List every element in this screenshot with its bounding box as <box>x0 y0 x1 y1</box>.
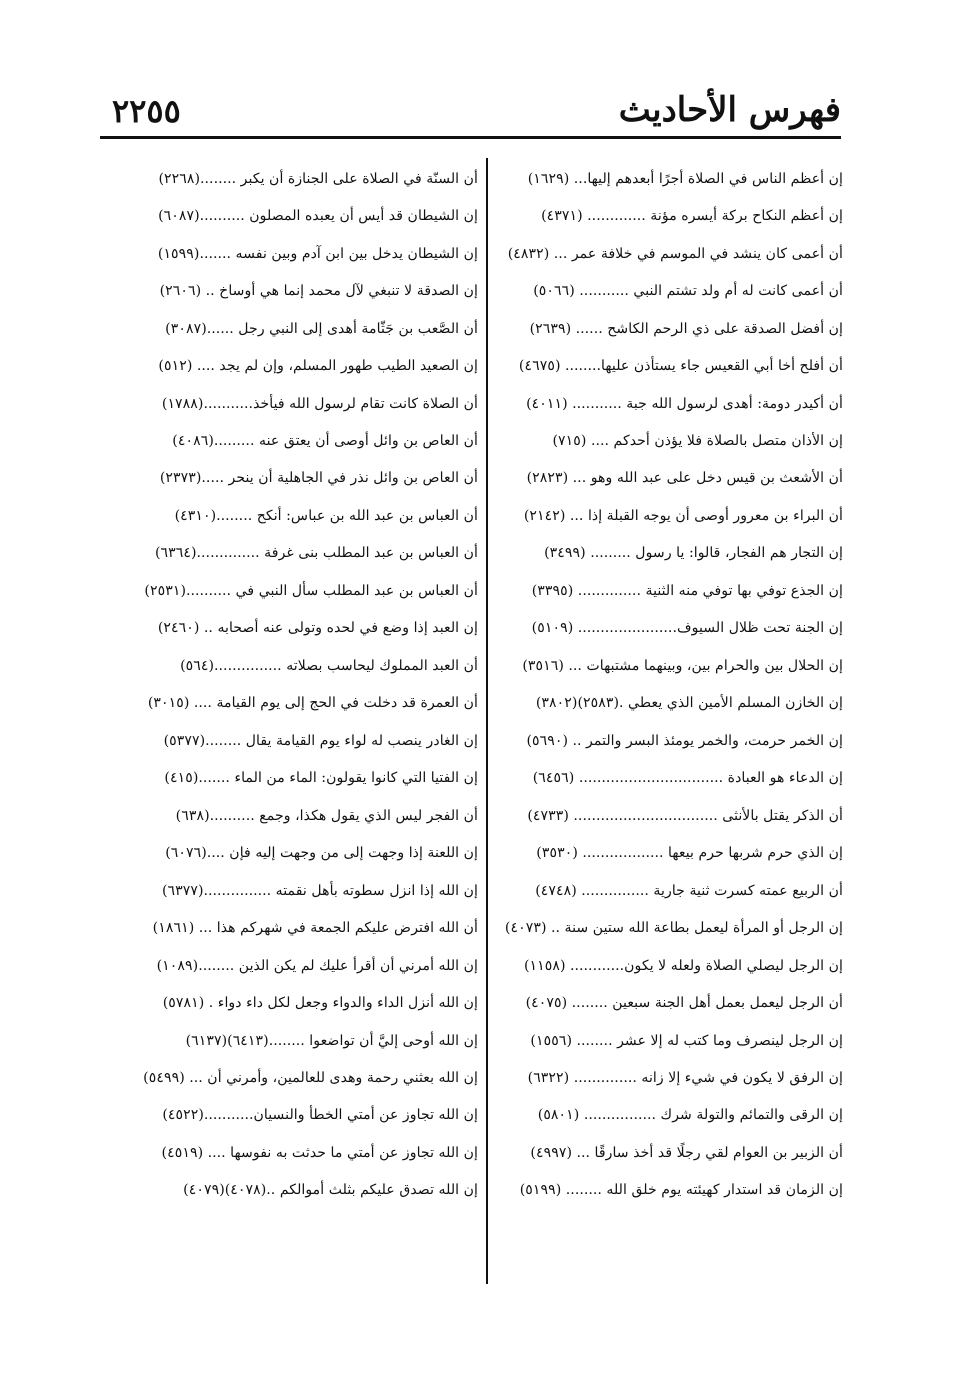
hadith-index-entry <box>128 272 478 309</box>
hadith-entry-text: إن الصعيد الطيب طهور المسلم، وإن لم يجد .... (٥١٢) <box>158 358 478 375</box>
hadith-index-entry <box>128 535 478 572</box>
hadith-entry-text: إن الصدقة لا تنبغي لآل محمد إنما هي أوساخ .. (٢٦٠٦) <box>159 283 478 300</box>
hadith-entry-text: إن الخازن المسلم الأمين الذي يعطي .(٢٥٨٣)(٣٨٠٢) <box>535 695 843 712</box>
hadith-entry-text: أن العباس بن عبد المطلب سأل النبي في ..........(٢٥٣١) <box>144 582 478 599</box>
hadith-entry-text: أن الله افترض عليكم الجمعة في شهركم هذا ... (١٨٦١) <box>152 920 478 937</box>
hadith-index-entry <box>128 610 478 647</box>
hadith-entry-text: إن التجار هم الفجار، قالوا: يا رسول ......... (٣٤٩٩) <box>544 545 843 562</box>
hadith-entry-text: إن الفتيا التي كانوا يقولون: الماء من الماء .......(٤١٥) <box>164 770 478 787</box>
hadith-entry-text: أن أعمى كانت له أم ولد تشتم النبي ........... (٥٠٦٦) <box>533 283 843 300</box>
hadith-entry-text: أن الربيع عمته كسرت ثنية جارية ............... (٤٧٤٨) <box>535 882 843 899</box>
hadith-entry-text: إن العبد إذا وضع في لحده وتولى عنه أصحابه .. (٢٤٦٠) <box>157 620 478 637</box>
hadith-index-entry <box>497 1172 843 1209</box>
hadith-index-entry <box>497 160 843 197</box>
hadith-index-entry <box>497 1134 843 1171</box>
hadith-entry-text: إن الأذان متصل بالصلاة فلا يؤذن أحدكم .... (٧١٥) <box>552 433 843 450</box>
hadith-index-entry <box>128 1022 478 1059</box>
hadith-index-entry <box>128 197 478 234</box>
hadith-index-entry <box>497 834 843 871</box>
hadith-index-entry <box>497 797 843 834</box>
column-divider <box>486 158 488 1284</box>
hadith-entry-text: إن الله بعثني رحمة وهدى للعالمين، وأمرني أن ... (٥٤٩٩) <box>143 1069 478 1086</box>
hadith-entry-text: إن الرجل أو المرأة ليعمل بطاعة الله ستين سنة .. (٤٠٧٣) <box>504 920 843 937</box>
hadith-index-entry <box>497 197 843 234</box>
hadith-index-entry <box>128 1134 478 1171</box>
hadith-entry-text: أن البراء بن معرور أوصى أن يوجه القبلة إذا ... (٢١٤٢) <box>523 507 843 524</box>
hadith-index-entry <box>497 422 843 459</box>
hadith-index-entry <box>497 385 843 422</box>
hadith-index-entry <box>128 872 478 909</box>
hadith-entry-text: إن الخمر حرمت، والخمر يومئذ البسر والتمر .. (٥٦٩٠) <box>526 732 843 749</box>
hadith-entry-text: إن الدعاء هو العبادة ................................ (٦٤٥٦) <box>532 770 843 787</box>
hadith-entry-text: إن الرجل ليصلي الصلاة ولعله لا يكون............ (١١٥٨) <box>523 957 843 974</box>
hadith-index-entry <box>497 572 843 609</box>
hadith-index-entry <box>128 460 478 497</box>
hadith-entry-text: أن العبد المملوك ليحاسب بصلاته ...............(٥٦٤) <box>180 657 478 674</box>
hadith-entry-text: أن الفجر ليس الذي يقول هكذا، وجمع ..........(٦٣٨) <box>175 807 478 824</box>
hadith-index-entry <box>497 685 843 722</box>
hadith-entry-text: إن الله أمرني أن أقرأ عليك لم يكن الذين ........(١٠٨٩) <box>156 957 478 974</box>
page-title: فهرس الأحاديث <box>618 90 841 130</box>
hadith-index-entry <box>128 235 478 272</box>
hadith-entry-text: إن الشيطان قد أيس أن يعبده المصلون ..........(٦٠٨٧) <box>158 208 478 225</box>
hadith-entry-text: أن الزبير بن العوام لقي رجلًا قد أخذ سارقًا ... (٤٩٩٧) <box>530 1144 843 1161</box>
hadith-index-entry <box>128 497 478 534</box>
hadith-entry-text: إن الزمان قد استدار كهيئته يوم خلق الله ........ (٥١٩٩) <box>519 1182 843 1199</box>
hadith-index-entry <box>128 722 478 759</box>
hadith-index-entry <box>128 834 478 871</box>
hadith-entry-text: إن الشيطان يدخل بين ابن آدم وبين نفسه .......(١٥٩٩) <box>157 245 478 262</box>
hadith-entry-text: إن الله إذا انزل سطوته بأهل نقمته ...............(٦٣٧٧) <box>161 882 478 899</box>
hadith-entry-text: إن الحلال بين والحرام بين، وبينهما مشتبهات ... (٣٥١٦) <box>522 657 843 674</box>
hadith-entry-text: إن أعظم النكاح بركة أيسره مؤنة ............. (٤٣٧١) <box>541 208 843 225</box>
hadith-entry-text: إن الجذع توفي بها توفي منه الثنية .............. (٣٣٩٥) <box>531 582 843 599</box>
hadith-entry-text: إن اللعنة إذا وجهت إلى من وجهت إليه فإن ....(٦٠٧٦) <box>165 845 478 862</box>
hadith-index-entry <box>128 760 478 797</box>
hadith-index-entry <box>497 722 843 759</box>
hadith-entry-text: إن الجنة تحت ظلال السيوف...................... (٥١٠٩) <box>531 620 843 637</box>
hadith-index-entry <box>128 947 478 984</box>
hadith-entry-text: إن الله أوحى إليَّ أن تواضعوا ........(٦٤١٣)(٦١٣٧) <box>185 1032 478 1049</box>
hadith-entry-text: أن الصَّعب بن جَثّامة أهدى إلى النبي رجل ......(٣٠٨٧) <box>165 320 478 337</box>
hadith-index-entry <box>497 272 843 309</box>
hadith-entry-text: أن أفلح أخا أبي القعيس جاء يستأذن عليها........ (٤٦٧٥) <box>518 358 843 375</box>
page-header <box>100 86 841 136</box>
hadith-index-entry <box>128 647 478 684</box>
hadith-index-entry <box>128 347 478 384</box>
hadith-index-entry <box>128 685 478 722</box>
hadith-index-entry <box>128 572 478 609</box>
hadith-index-entry <box>497 909 843 946</box>
hadith-index-entry <box>497 1059 843 1096</box>
hadith-index-entry <box>497 310 843 347</box>
hadith-index-entry <box>128 422 478 459</box>
hadith-entry-text: إن الله تجاوز عن أمتي الخطأ والنسيان...........(٤٥٢٢) <box>162 1107 478 1124</box>
hadith-entry-text: أن أعمى كان ينشد في الموسم في خلافة عمر ... (٤٨٣٢) <box>507 245 843 262</box>
hadith-index-entry <box>128 909 478 946</box>
hadith-index-entry <box>497 235 843 272</box>
hadith-entry-text: إن الله تجاوز عن أمتي ما حدثت به نفوسها .... (٤٥١٩) <box>161 1144 478 1161</box>
hadith-entry-text: أن العاص بن وائل أوصى أن يعتق عنه .........(٤٠٨٦) <box>172 433 478 450</box>
hadith-index-entry <box>128 1059 478 1096</box>
hadith-entry-text: إن الله أنزل الداء والدواء وجعل لكل داء دواء . (٥٧٨١) <box>162 995 478 1012</box>
hadith-entry-text: أن العباس بن عبد المطلب بنى غرفة ..............(٦٣٦٤) <box>154 545 478 562</box>
hadith-entry-text: إن الرقى والتمائم والتولة شرك ................ (٥٨٠١) <box>537 1107 843 1124</box>
hadith-index-entry <box>497 535 843 572</box>
hadith-entry-text: أن الأشعث بن قيس دخل على عبد الله وهو ... (٢٨٢٣) <box>526 470 843 487</box>
hadith-index-entry <box>128 310 478 347</box>
hadith-index-entry <box>128 984 478 1021</box>
hadith-entry-text: إن أعظم الناس في الصلاة أجرًا أبعدهم إليها... (١٦٢٩) <box>527 170 843 187</box>
hadith-index-entry <box>497 347 843 384</box>
hadith-index-entry <box>497 947 843 984</box>
hadith-index-entry <box>128 1172 478 1209</box>
hadith-entry-text: أن الرجل ليعمل بعمل أهل الجنة سبعين ........ (٤٠٧٥) <box>525 995 843 1012</box>
hadith-entry-text: أن أكيدر دومة: أهدى لرسول الله جبة ........... (٤٠١١) <box>526 395 843 412</box>
hadith-entry-text: إن الله تصدق عليكم بثلث أموالكم ..(٤٠٧٨)(٤٠٧٩) <box>183 1182 478 1199</box>
hadith-entry-text: إن الذي حرم شربها حرم بيعها .................. (٣٥٣٠) <box>536 845 843 862</box>
hadith-index-entry <box>497 872 843 909</box>
hadith-index-entry <box>497 460 843 497</box>
left-column <box>128 160 478 1209</box>
hadith-entry-text: أن العباس بن عبد الله بن عباس: أنكح ........(٤٣١٠) <box>174 507 478 524</box>
page-number: ٢٢٥٥ <box>112 92 181 130</box>
hadith-index-entry <box>497 760 843 797</box>
hadith-entry-text: أن الذكر يقتل بالأنثى ................................ (٤٧٣٣) <box>527 807 843 824</box>
hadith-index-entry <box>497 1022 843 1059</box>
hadith-entry-text: إن أفضل الصدقة على ذي الرحم الكاشح ...... (٢٦٣٩) <box>529 320 843 337</box>
hadith-index-entry <box>497 647 843 684</box>
hadith-index-entry <box>497 1097 843 1134</box>
hadith-index-entry <box>497 610 843 647</box>
hadith-entry-text: أن العمرة قد دخلت في الحج إلى يوم القيامة .... (٣٠١٥) <box>147 695 478 712</box>
hadith-index-entry <box>128 1097 478 1134</box>
header-rule <box>100 136 841 139</box>
hadith-index-entry <box>128 797 478 834</box>
hadith-entry-text: إن الرجل لينصرف وما كتب له إلا عشر ........ (١٥٥٦) <box>530 1032 843 1049</box>
hadith-index-entry <box>497 497 843 534</box>
hadith-entry-text: أن الصلاة كانت تقام لرسول الله فيأخذ...........(١٧٨٨) <box>161 395 478 412</box>
hadith-entry-text: أن السنّة في الصلاة على الجنازة أن يكبر ........(٢٢٦٨) <box>158 170 478 187</box>
hadith-entry-text: إن الرفق لا يكون في شيء إلا زانه .............. (٦٣٢٢) <box>527 1069 843 1086</box>
hadith-index-entry <box>128 160 478 197</box>
hadith-index-entry <box>128 385 478 422</box>
hadith-entry-text: إن الغادر ينصب له لواء يوم القيامة يقال ........(٥٣٧٧) <box>163 732 478 749</box>
hadith-entry-text: أن العاص بن وائل نذر في الجاهلية أن ينحر .....(٢٣٧٣) <box>159 470 478 487</box>
right-column <box>497 160 843 1209</box>
hadith-index-entry <box>497 984 843 1021</box>
